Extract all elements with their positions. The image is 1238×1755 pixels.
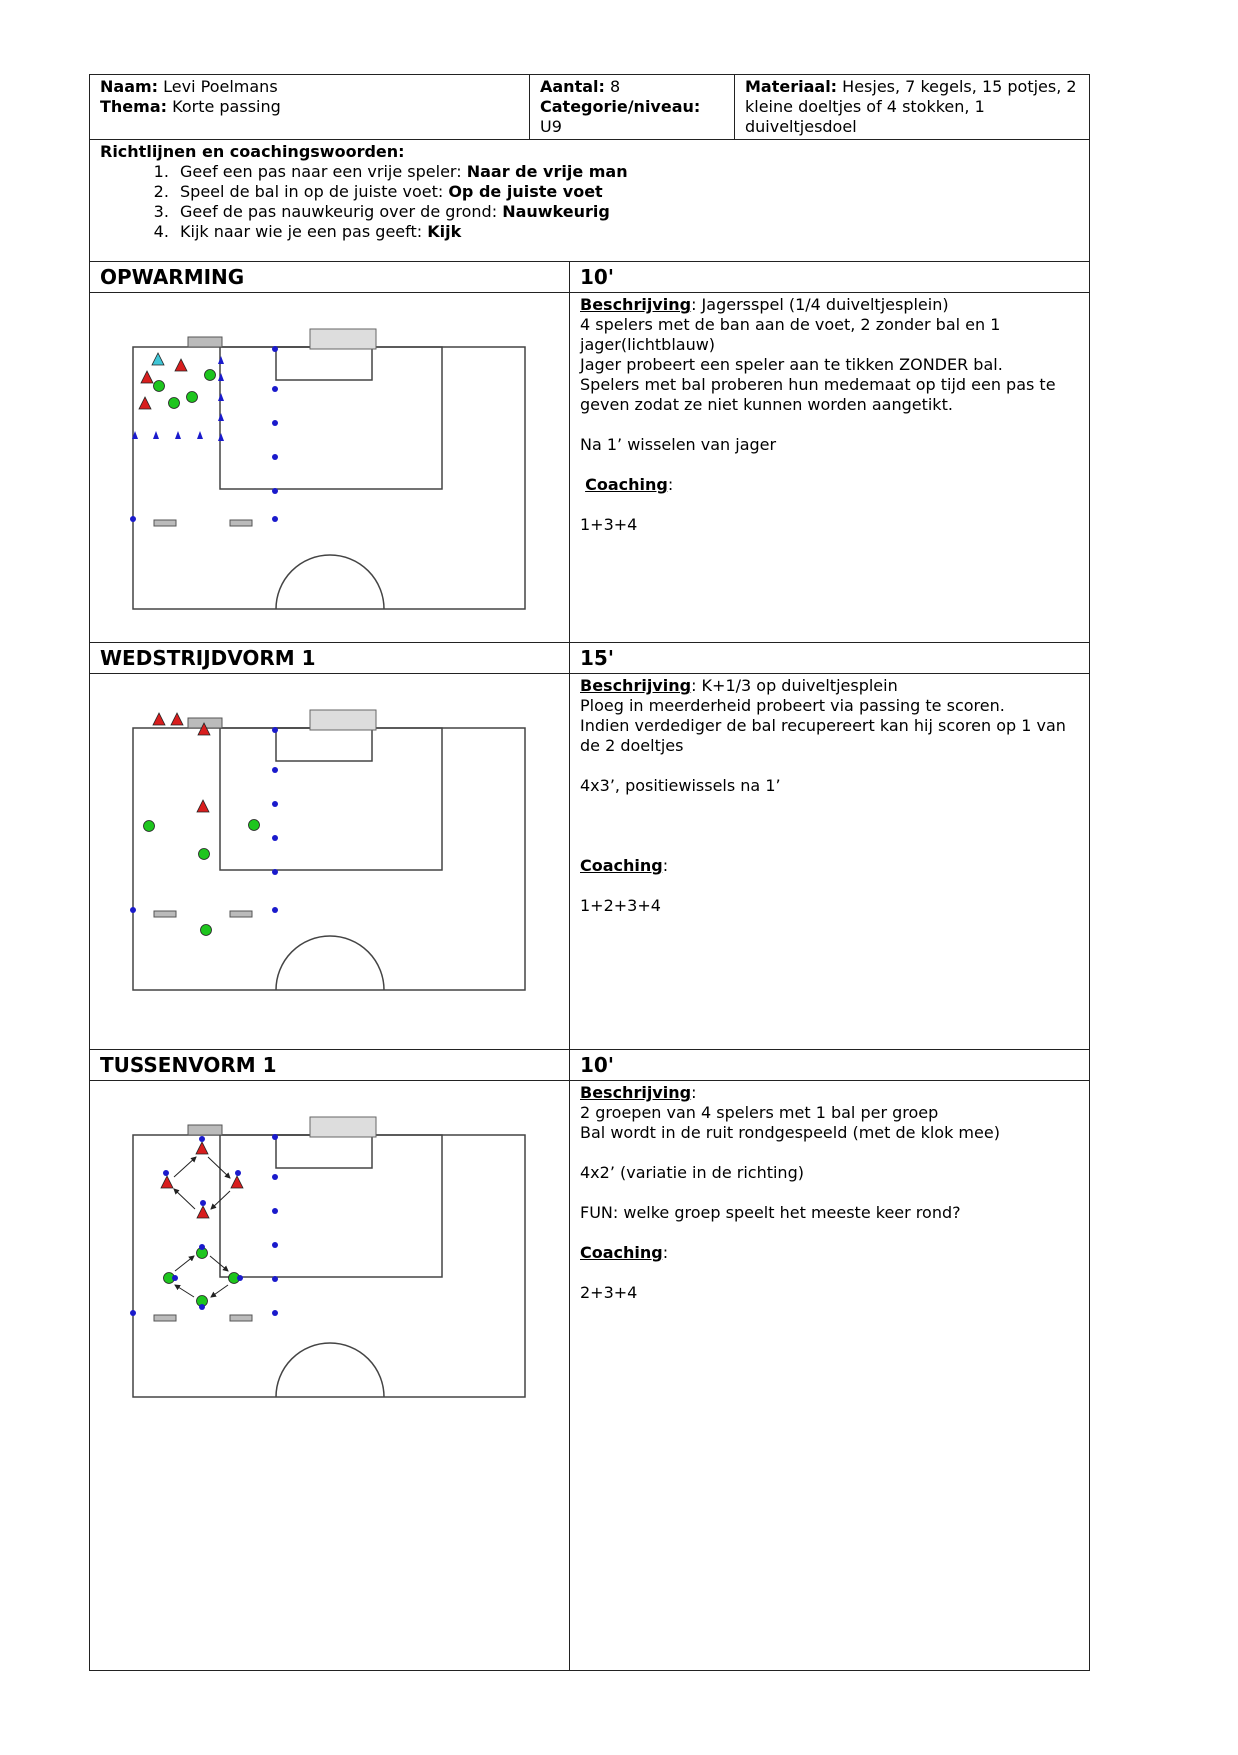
- field-diagram-tussenvorm: [90, 1081, 570, 1401]
- section-header-row: [90, 262, 1090, 293]
- description-line: Bal wordt in de ruit rondgespeeld (met de klok mee): [580, 1123, 1000, 1142]
- section-diagram-cell: [90, 674, 570, 1050]
- coaching-label: Coaching: [585, 475, 668, 494]
- section-description: Beschrijving: 2 groepen van 4 spelers met 1 bal per groep Bal wordt in de ruit rondgespeeld (met de klok mee) 4x2’ (variatie in de richting) FUN: welke groep speelt het meeste keer rond? Coaching: 2+3+4: [570, 1081, 1090, 1671]
- small-goal: [188, 337, 222, 347]
- naam-thema-cell: [90, 75, 530, 140]
- description-line: [580, 415, 1079, 435]
- small-goal: [230, 911, 252, 917]
- players: [161, 1142, 243, 1307]
- section-title: TUSSENVORM 1: [90, 1050, 570, 1081]
- thema-value: Korte passing: [172, 97, 281, 116]
- small-goal: [154, 911, 176, 917]
- aantal-label: Aantal:: [540, 77, 605, 96]
- sections-table: [89, 261, 1090, 1671]
- section-body-row: [90, 293, 1090, 643]
- beschrijving-label: Beschrijving: [580, 676, 692, 695]
- session-table: [89, 74, 1090, 262]
- description-line: [580, 1183, 1079, 1203]
- field: [133, 1135, 525, 1397]
- description-line: 4x2’ (variatie in de richting): [580, 1163, 804, 1182]
- coaching-label: Coaching: [580, 856, 663, 875]
- small-goal: [230, 1315, 252, 1321]
- aantal-cell: [530, 75, 735, 140]
- field: [133, 347, 525, 609]
- small-goal: [154, 1315, 176, 1321]
- players: [144, 713, 260, 936]
- section-description: Beschrijving: Jagersspel (1/4 duiveltjesplein) 4 spelers met de ban aan de voet, 2 zonder bal en 1 jager(lichtblauw) Jager probeert een speler aan te tikken ZONDER bal. Spelers met bal proberen hun medemaat op tijd een pas te geven zodat ze niet kunnen worden aangetikt. Na 1’ wisselen van jager Coaching: 1+3+4: [570, 293, 1090, 643]
- guidelines-title: Richtlijnen en coachingswoorden:: [100, 142, 405, 161]
- pass-arrows: [174, 1157, 230, 1297]
- section-time: 10': [570, 262, 1090, 293]
- naam-label: Naam:: [100, 77, 159, 96]
- section-header-row: [90, 1050, 1090, 1081]
- field: [133, 728, 525, 990]
- coaching-label: Coaching: [580, 1243, 663, 1262]
- goal-net: [310, 710, 376, 730]
- thema-label: Thema:: [100, 97, 168, 116]
- description-line: Indien verdediger de bal recupereert kan hij scoren op 1 van de 2 doeltjes: [580, 716, 1066, 755]
- description-line: 2 groepen van 4 spelers met 1 bal per groep: [580, 1103, 939, 1122]
- goal-net: [310, 1117, 376, 1137]
- cones: [130, 1134, 278, 1316]
- guidelines-list: [100, 162, 1079, 242]
- field-diagram-wedstrijdvorm: [90, 674, 570, 1044]
- description-line: 4x3’, positiewissels na 1’: [580, 776, 781, 795]
- section-description: Beschrijving: K+1/3 op duiveltjesplein Ploeg in meerderheid probeert via passing te scoren. Indien verdediger de bal recupereert kan hij scoren op 1 van de 2 doeltjes 4x3’, positiewissels na 1’ Coaching: 1+2+3+4: [570, 674, 1090, 1050]
- section-body-row: [90, 674, 1090, 1050]
- header-row: [90, 75, 1090, 140]
- section-body-row: [90, 1081, 1090, 1671]
- description-line: Ploeg in meerderheid probeert via passing te scoren.: [580, 696, 1005, 715]
- balls: [163, 1136, 243, 1310]
- section-title: WEDSTRIJDVORM 1: [90, 643, 570, 674]
- coaching-value: 1+3+4: [580, 515, 638, 534]
- section-header-row: [90, 643, 1090, 674]
- description-line: [580, 756, 1079, 776]
- categorie-value: U9: [540, 117, 562, 136]
- guidelines-cell: [90, 140, 1090, 262]
- beschrijving-value: :: [691, 1083, 697, 1102]
- field-diagram-opwarming: [90, 293, 570, 637]
- section-diagram-cell: [90, 1081, 570, 1671]
- description-line: Spelers met bal proberen hun medemaat op tijd een pas te geven zodat ze niet kunnen worden aangetikt.: [580, 375, 1056, 414]
- description-line: [580, 1143, 1079, 1163]
- naam-value: Levi Poelmans: [163, 77, 278, 96]
- description-line: Na 1’ wisselen van jager: [580, 435, 777, 454]
- small-goal: [188, 1125, 222, 1135]
- coaching-value: 1+2+3+4: [580, 896, 661, 915]
- description-line: [580, 796, 1079, 856]
- guideline-item: 2. Speel de bal in op de juiste voet: Op de juiste voet: [174, 182, 1079, 202]
- description-line: FUN: welke groep speelt het meeste keer rond?: [580, 1203, 961, 1222]
- section-diagram-cell: [90, 293, 570, 643]
- training-sheet: [89, 74, 1089, 1671]
- description-line: 4 spelers met de ban aan de voet, 2 zonder bal en 1 jager(lichtblauw): [580, 315, 1001, 354]
- materiaal-label: Materiaal:: [745, 77, 838, 96]
- players: [139, 353, 216, 409]
- categorie-label: Categorie/niveau:: [540, 97, 701, 116]
- goal-net: [310, 329, 376, 349]
- beschrijving-value: : K+1/3 op duiveltjesplein: [691, 676, 898, 695]
- guideline-item: 1. Geef een pas naar een vrije speler: Naar de vrije man: [174, 162, 1079, 182]
- description-line: [580, 1223, 1079, 1243]
- description-line: [580, 455, 1079, 475]
- beschrijving-label: Beschrijving: [580, 1083, 692, 1102]
- small-goal: [230, 520, 252, 526]
- materiaal-cell: [735, 75, 1090, 140]
- section-time: 15': [570, 643, 1090, 674]
- materiaal-value: Hesjes, 7 kegels, 15 potjes, 2 kleine doeltjes of 4 stokken, 1 duiveltjesdoel: [745, 77, 1077, 136]
- small-goal: [154, 520, 176, 526]
- section-time: 10': [570, 1050, 1090, 1081]
- beschrijving-value: : Jagersspel (1/4 duiveltjesplein): [691, 295, 949, 314]
- description-line: Jager probeert een speler aan te tikken ZONDER bal.: [580, 355, 1003, 374]
- guideline-item: 3. Geef de pas nauwkeurig over de grond: Nauwkeurig: [174, 202, 1079, 222]
- beschrijving-label: Beschrijving: [580, 295, 692, 314]
- coaching-value: 2+3+4: [580, 1283, 638, 1302]
- cones: [130, 346, 278, 522]
- aantal-value: 8: [610, 77, 621, 96]
- guideline-item: 4. Kijk naar wie je een pas geeft: Kijk: [174, 222, 1079, 242]
- guidelines-row: [90, 140, 1090, 262]
- section-title: OPWARMING: [90, 262, 570, 293]
